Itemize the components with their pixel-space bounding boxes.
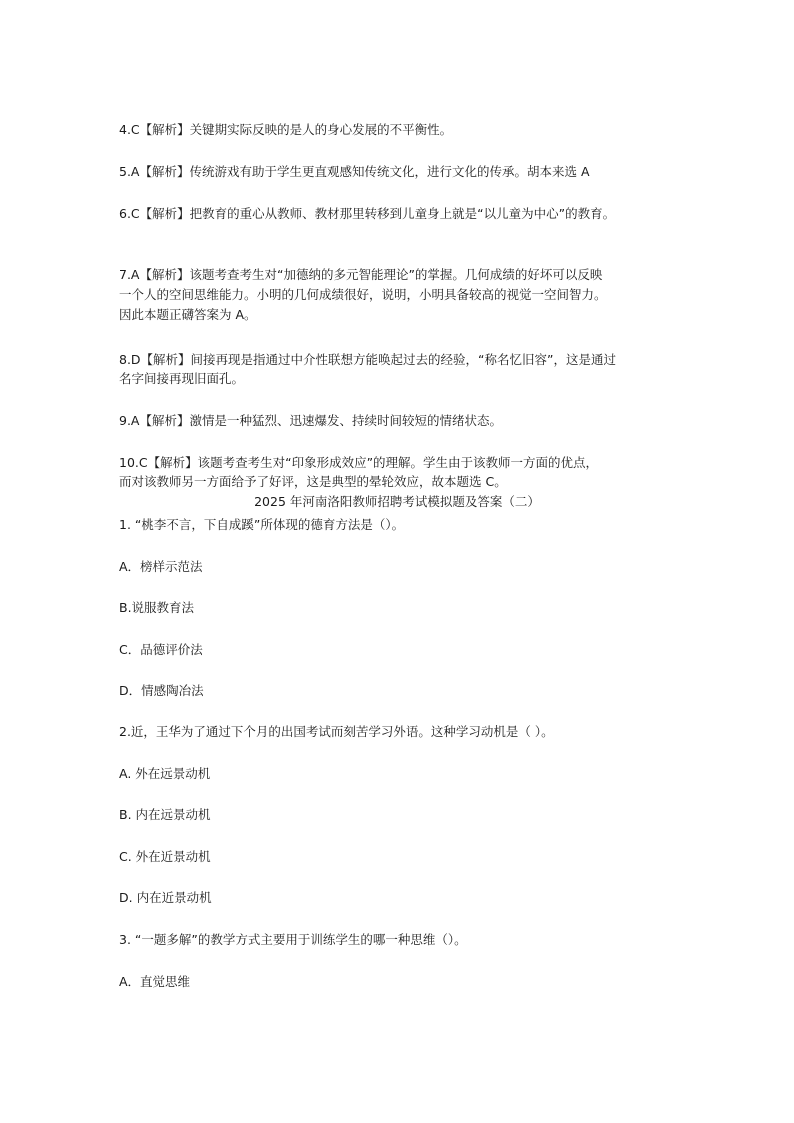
question-2-option-a: A. 外在远景动机 — [119, 766, 211, 781]
answer-9: 9.A【解析】激情是一种猛烈、迅速爆发、持续时间较短的情绪状态。 — [119, 413, 502, 428]
answer-7-line-2: 一个人的空间思维能力。小明的几何成绩很好，说明，小明具备较高的视觉一空间智力。 — [119, 287, 607, 302]
question-3-stem: 3. “一题多解”的教学方式主要用于训练学生的哪一种思维（）。 — [119, 932, 467, 947]
answer-6: 6.C【解析】把教育的重心从教师、教材那里转移到儿童身上就是“以儿童为中心”的教育。 — [119, 206, 616, 221]
section-title: 2025 年河南洛阳教师招聘考试模拟题及答案（二） — [254, 494, 540, 509]
answer-7-line-3: 因此本题正礴答案为 A。 — [119, 307, 257, 322]
question-1-option-c: C．品德评价法 — [119, 642, 203, 657]
question-2-option-d: D. 内在近景动机 — [119, 890, 212, 905]
question-2-stem: 2.近，王华为了通过下个月的出国考试而刻苦学习外语。这种学习动机是（ ）。 — [119, 724, 554, 739]
question-1-option-d: D．情感陶冶法 — [119, 683, 204, 698]
question-2-option-b: B. 内在远景动机 — [119, 807, 211, 822]
answer-10-line-2: 而对该教师另一方面给予了好评，这是典型的晕轮效应，故本题选 C。 — [119, 474, 507, 489]
answer-8-line-2: 名字间接再现旧面孔。 — [119, 371, 245, 386]
question-1-option-a: A．榜样示范法 — [119, 559, 203, 574]
answer-7-line-1: 7.A【解析】该题考查考生对“加德纳的多元智能理论”的掌握。几何成绩的好坏可以反映 — [119, 267, 603, 282]
question-3-option-a: A．直觉思维 — [119, 974, 191, 989]
answer-8-line-1: 8.D【解析】间接再现是指通过中介性联想方能唤起过去的经验，“称名忆旧容”，这是通过 — [119, 352, 617, 367]
answer-4: 4.C【解析】关键期实际反映的是人的身心发展的不平衡性。 — [119, 122, 453, 137]
question-2-option-c: C. 外在近景动机 — [119, 849, 211, 864]
question-1-stem: 1. “桃李不言，下自成蹊”所体现的德育方法是（）。 — [119, 517, 405, 532]
question-1-option-b: B.说服教育法 — [119, 600, 195, 615]
answer-5: 5.A【解析】传统游戏有助于学生更直观感知传统文化，进行文化的传承。胡本来选 A — [119, 164, 590, 179]
answer-10-line-1: 10.C【解析】该题考查考生对“印象形成效应”的理解。学生由于该教师一方面的优点， — [119, 455, 599, 470]
